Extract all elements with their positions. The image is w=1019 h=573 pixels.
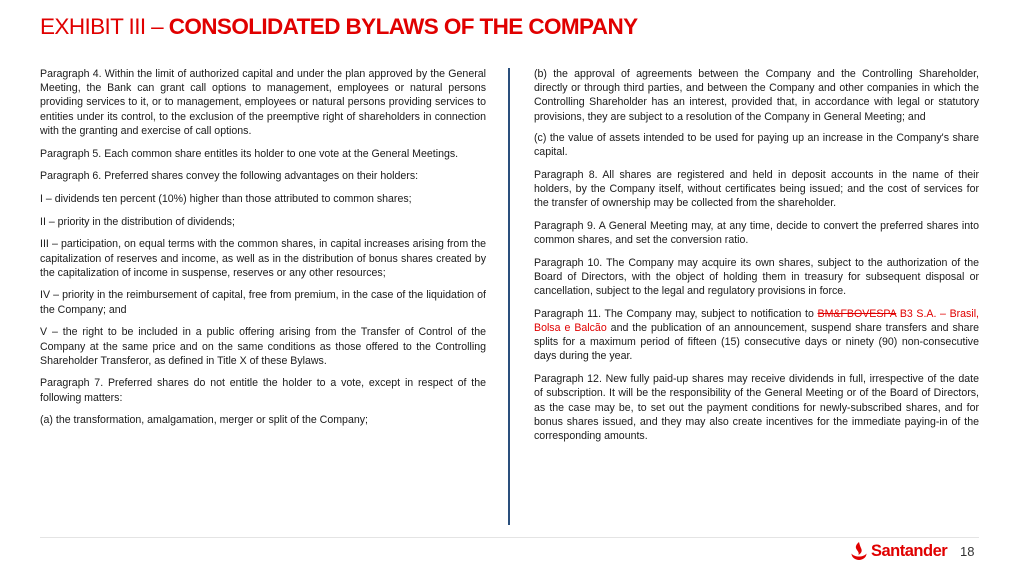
paragraph-4: Paragraph 4. Within the limit of authorized capital and under the plan approved by the General Meeting, the Bank can grant call options to management, employees or natural persons providing services to it, or to management, employees or natural persons providing services to entities under its control, to the exclusion of the preemptive right of shareholders in connection with the granting and exercise of call options. — [40, 68, 486, 137]
matter-item-a: (a) the transformation, amalgamation, merger or split of the Company; — [40, 414, 368, 427]
paragraph-12: Paragraph 12. New fully paid-up shares may receive dividends in full, irrespective of the date of subscription. It will be the responsibility of the General Meeting or of the Board of Directors, as the case may be, to set out the payment conditions for newly-subscribed shares, and for bonus shares issued, and they may also create incentives for the immediate paying-in of the corresponding amounts. — [534, 373, 979, 442]
matter-item-b: (b) the approval of agreements between the Company and the Controlling Shareholder, directly or through third parties, and between the Company and other companies in which the Controlling Shareholder has an interest, provided that, in accordance with legal or statutory provisions, they are subject to a resolution of the Company in General Meeting; and — [534, 68, 979, 123]
deleted-text: BM&FBOVESPA — [817, 307, 897, 320]
santander-logo — [850, 540, 947, 562]
page-number: 18 — [960, 544, 975, 559]
paragraph-11-text-start: Paragraph 11. The Company may, subject to notification to — [534, 307, 818, 320]
page-title-main: CONSOLIDATED BYLAWS OF THE COMPANY — [168, 14, 638, 39]
paragraph-6: Paragraph 6. Preferred shares convey the following advantages on their holders: — [40, 170, 419, 183]
footer-rule — [40, 537, 979, 538]
page-title — [40, 14, 638, 40]
advantage-item-1: I – dividends ten percent (10%) higher than those attributed to common shares; — [40, 192, 412, 205]
paragraph-10: Paragraph 10. The Company may acquire its own shares, subject to the authorization of the Board of Directors, with the object of holding them in treasury for subsequent disposal or cancellation, subject to the legal and regulatory provisions in force. — [534, 256, 979, 298]
advantage-item-2: II – priority in the distribution of dividends; — [40, 215, 235, 228]
paragraph-11-text-end: and the publication of an announcement, suspend share transfers and share splits for a maximum period of fifteen (15) consecutive days or ninety (90) non-consecutive days during the year. — [534, 322, 979, 363]
right-column — [534, 67, 979, 452]
matter-item-c: (c) the value of assets intended to be used for paying up an increase in the Company's share capital. — [534, 131, 979, 159]
advantage-item-4: IV – priority in the reimbursement of capital, free from premium, in the case of the liquidation of the Company; and — [40, 289, 486, 316]
brand-name: Santander — [871, 541, 948, 560]
advantage-item-5: V – the right to be included in a public offering arising from the Transfer of Control of the Company at the same price and on the same conditions as those offered to the Controlling Shareholder Transferor, as defined in Title X of these Bylaws. — [40, 326, 486, 367]
paragraph-9: Paragraph 9. A General Meeting may, at any time, decide to convert the preferred shares into common shares, and set the conversion ratio. — [534, 219, 979, 247]
page-title-prefix: EXHIBIT III – — [40, 14, 169, 39]
flame-icon — [850, 541, 868, 561]
paragraph-5: Paragraph 5. Each common share entitles its holder to one vote at the General Meetings. — [40, 147, 459, 160]
inserted-text: B3 S.A. – Brasil, Bolsa e Balcão — [534, 307, 980, 335]
column-divider — [508, 68, 510, 525]
paragraph-8: Paragraph 8. All shares are registered and held in deposit accounts in the name of their holders, by the Company itself, without certificates being issued; and the cost of services for the transfer of ownership may be collected from the shareholder. — [534, 168, 979, 210]
left-column — [40, 67, 486, 436]
paragraph-7: Paragraph 7. Preferred shares do not entitle the holder to a vote, except in respect of the following matters: — [40, 377, 486, 404]
paragraph-11 — [534, 307, 979, 364]
advantage-item-3: III – participation, on equal terms with the common shares, in capital increases arising from the capitalization of reserves and income, as well as in the distribution of bonus shares created by the capitalization of income in suspense, reserves or any other resources; — [40, 238, 486, 279]
